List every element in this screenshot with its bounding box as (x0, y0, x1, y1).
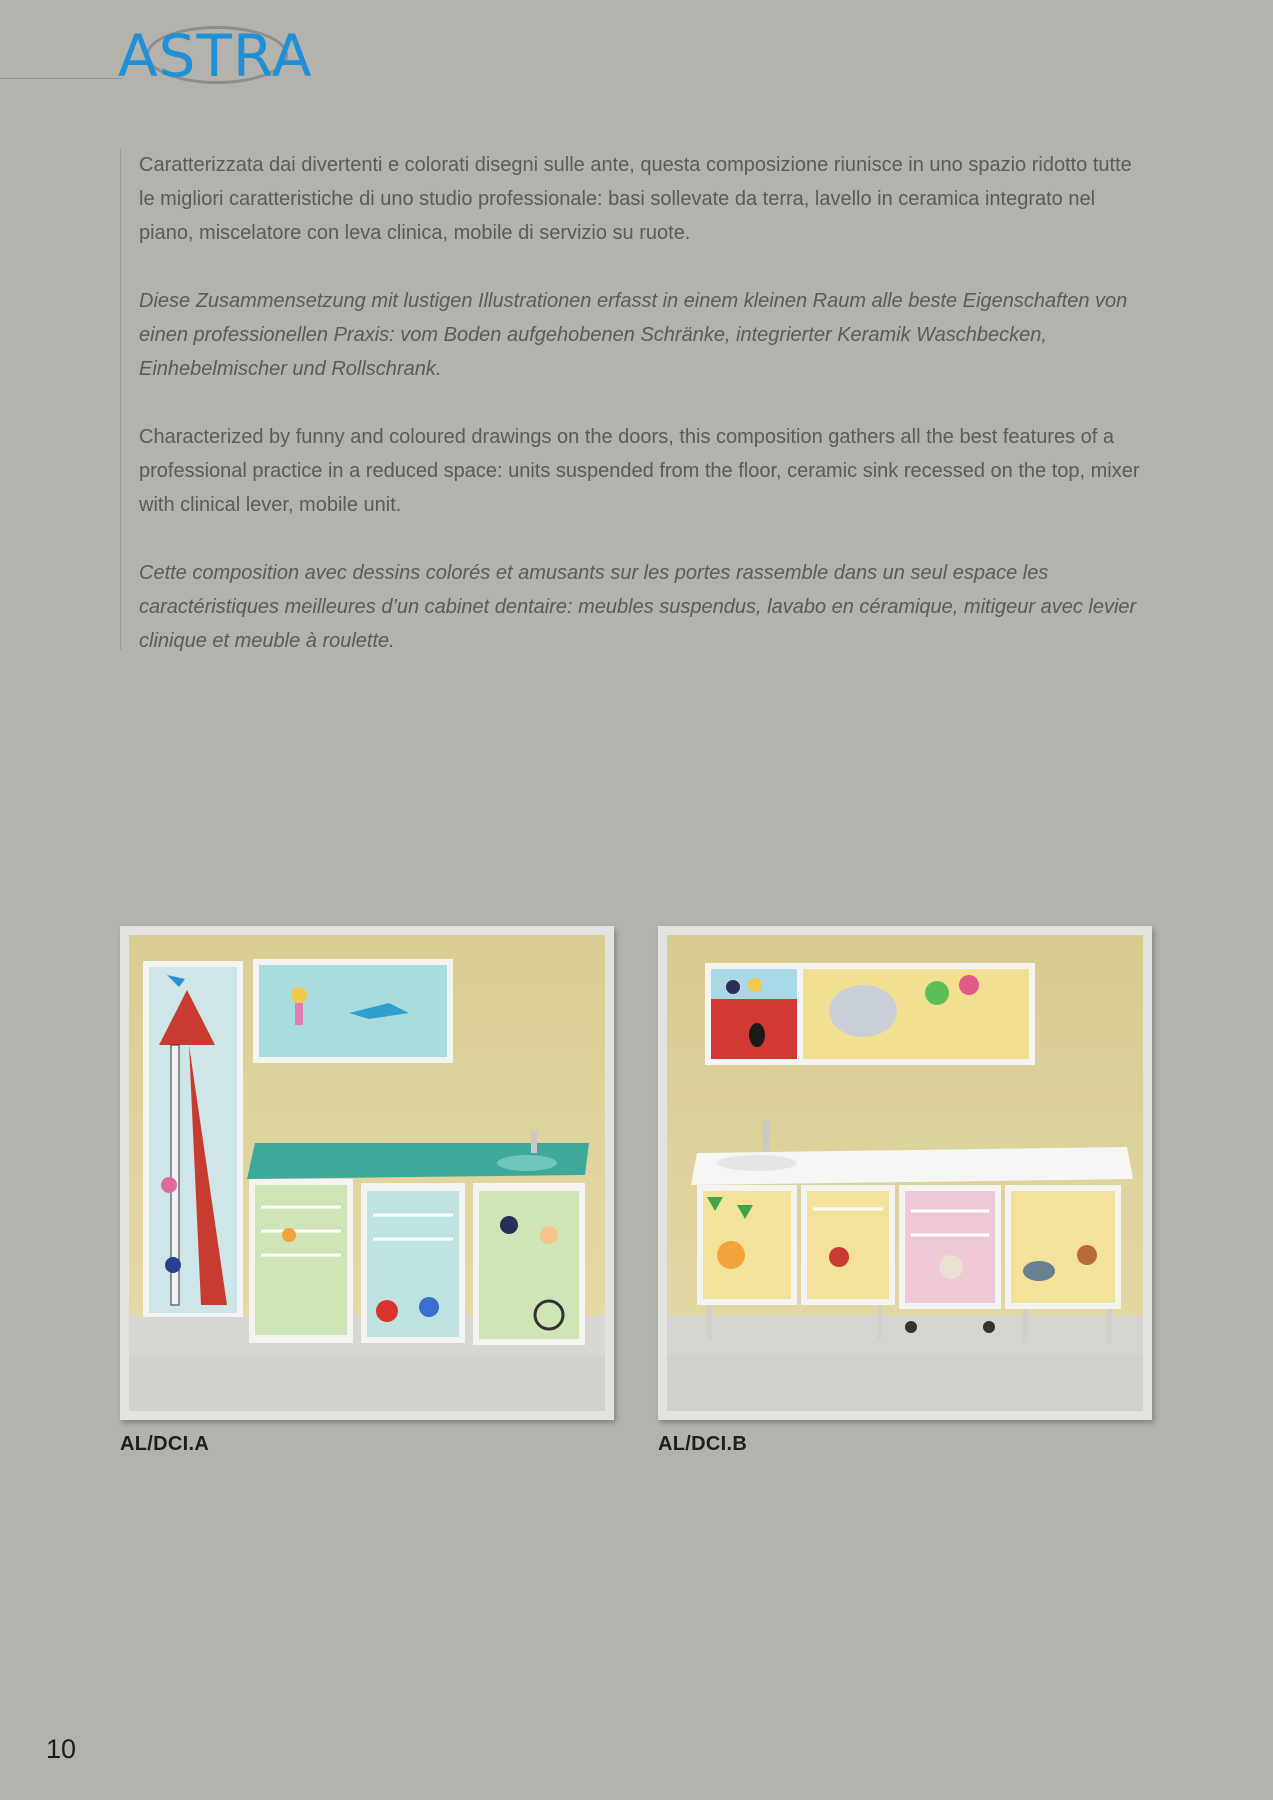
product-code-b: AL/DCI.B (658, 1433, 748, 1455)
description-block (120, 148, 1151, 650)
description-german: Diese Zusammensetzung mit lustigen Illustrationen erfasst in einem kleinen Raum alle beste Eigenschaften von einen professionellen Praxis: vom Boden aufgehobenen Schränke, integrierter Keramik Waschbecken, Einhebelmischer und Rollschrank. (139, 290, 1128, 380)
description-english: Characterized by funny and coloured drawings on the doors, this composition gathers all the best features of a professional practice in a reduced space: units suspended from the floor, ceramic sink recessed on the top, mixer with clinical lever, mobile unit. (139, 426, 1140, 516)
product-illustration-a (129, 935, 605, 1411)
description-italian: Caratterizzata dai divertenti e colorati disegni sulle ante, questa composizione riunisce in uno spazio ridotto tutte le migliori caratteristiche di uno studio professionale: basi sollevate da terra, lavello in ceramica integrato nel piano, miscelatore con leva clinica, mobile di servizio su ruote. (139, 154, 1132, 244)
product-code-a: AL/DCI.A (120, 1433, 210, 1455)
description-french: Cette composition avec dessins colorés et amusants sur les portes rassemble dans un seul espace les caractéristiques meilleures d’un cabinet dentaire: meubles suspendus, lavabo en céramique, mitigeur avec levier clinique et meuble à roulette. (139, 562, 1137, 652)
product-illustration-b (667, 935, 1143, 1411)
astra-logo (118, 22, 318, 92)
product-photo-a (120, 926, 614, 1420)
logo-text: ASTRA (118, 22, 313, 90)
product-photo-b (658, 926, 1152, 1420)
header-rule (0, 78, 122, 79)
page-number: 10 (46, 1734, 77, 1764)
